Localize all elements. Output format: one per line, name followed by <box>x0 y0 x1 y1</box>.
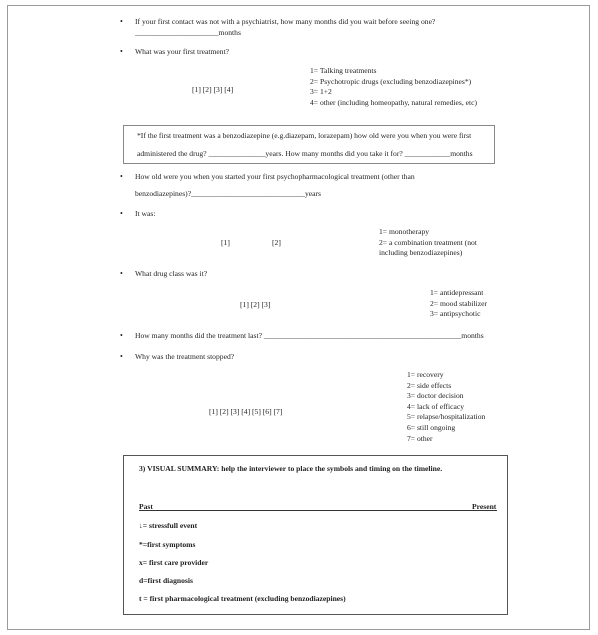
timeline-past-label: Past <box>139 502 153 511</box>
benzodiazepine-note-line1: *If the first treatment was a benzodiazepine (e.g.diazepam, lorazepam) how old were you when you were first <box>137 131 472 140</box>
legend-first-care-provider: x= first care provider <box>139 558 209 567</box>
options-it-was <box>379 227 477 259</box>
option-drug-class-1: 1= antidepressant <box>430 288 484 297</box>
option-stopped-5: 5= relapse/hospitalization <box>407 412 486 422</box>
option-stopped-1: 1= recovery <box>407 370 444 379</box>
option-drug-class-3: 3= antipsychotic <box>430 309 481 319</box>
legend-first-symptoms: *=first symptoms <box>139 540 196 549</box>
option-first-treatment-3: 3= 1+2 <box>310 87 332 97</box>
bullet: • <box>120 17 123 26</box>
option-stopped-6: 6= still ongoing <box>407 422 456 432</box>
bullet: • <box>120 209 123 218</box>
legend-first-diagnosis: d=first diagnosis <box>139 576 193 585</box>
option-stopped-4: 4= lack of efficacy <box>407 401 465 411</box>
timeline-present-label: Present <box>472 502 497 511</box>
option-first-treatment-2: 2= Psychotropic drugs (excluding benzodiazepines*) <box>310 76 472 86</box>
bullet: • <box>120 47 123 56</box>
visual-summary-title: 3) VISUAL SUMMARY: help the interviewer to place the symbols and timing on the timeline. <box>139 464 443 473</box>
question-treatment-stopped: Why was the treatment stopped? <box>135 352 235 361</box>
option-drug-class-2: 2= mood stabilizer <box>430 298 488 308</box>
answer-line-age-start[interactable]: benzodiazepines)?______________________________years <box>135 189 322 198</box>
options-drug-class <box>430 288 487 320</box>
answer-line-wait-months[interactable]: ______________________months <box>135 28 241 37</box>
question-treatment-months[interactable]: How many months did the treatment last? ____________________________________________________months <box>135 331 484 340</box>
question-wait: If your first contact was not with a psychiatrist, how many months did you wait before seeing one? <box>135 17 436 26</box>
legend-first-pharmacological-treatment: t = first pharmacological treatment (excluding benzodiazepines) <box>139 594 346 603</box>
options-first-treatment <box>310 66 477 108</box>
choice-it-was-1[interactable]: [1] <box>221 238 230 247</box>
bullet: • <box>120 352 123 361</box>
option-it-was-3: including benzodiazepines) <box>379 248 463 258</box>
timeline-line[interactable] <box>139 510 497 511</box>
choice-it-was-2[interactable]: [2] <box>272 238 281 247</box>
question-first-treatment: What was your first treatment? <box>135 47 230 56</box>
options-treatment-stopped <box>407 370 485 444</box>
option-first-treatment-4: 4= other (including homeopathy, natural remedies, etc) <box>310 97 477 107</box>
option-it-was-2: 2= a combination treatment (not <box>379 237 477 247</box>
question-age-start: How old were you when you started your first psychopharmacological treatment (other than <box>135 172 415 181</box>
question-drug-class: What drug class was it? <box>135 269 208 278</box>
benzodiazepine-note-line2[interactable]: administered the drug? _______________years. How many months did you take it for? ____________months <box>137 149 473 158</box>
bullet: • <box>120 269 123 278</box>
option-first-treatment-1: 1= Talking treatments <box>310 66 377 75</box>
option-stopped-7: 7= other <box>407 433 433 443</box>
choices-first-treatment[interactable]: [1] [2] [3] [4] <box>192 85 234 94</box>
choices-drug-class[interactable]: [1] [2] [3] <box>240 300 271 309</box>
choices-treatment-stopped[interactable]: [1] [2] [3] [4] [5] [6] [7] <box>209 407 283 416</box>
legend-stressful-event: ↓= stressfull event <box>139 521 198 530</box>
option-stopped-2: 2= side effects <box>407 380 452 390</box>
bullet: • <box>120 172 123 181</box>
visual-summary-box <box>123 455 508 615</box>
option-it-was-1: 1= monotherapy <box>379 227 430 236</box>
question-it-was: It was: <box>135 209 156 218</box>
bullet: • <box>120 331 123 340</box>
option-stopped-3: 3= doctor decision <box>407 391 464 401</box>
